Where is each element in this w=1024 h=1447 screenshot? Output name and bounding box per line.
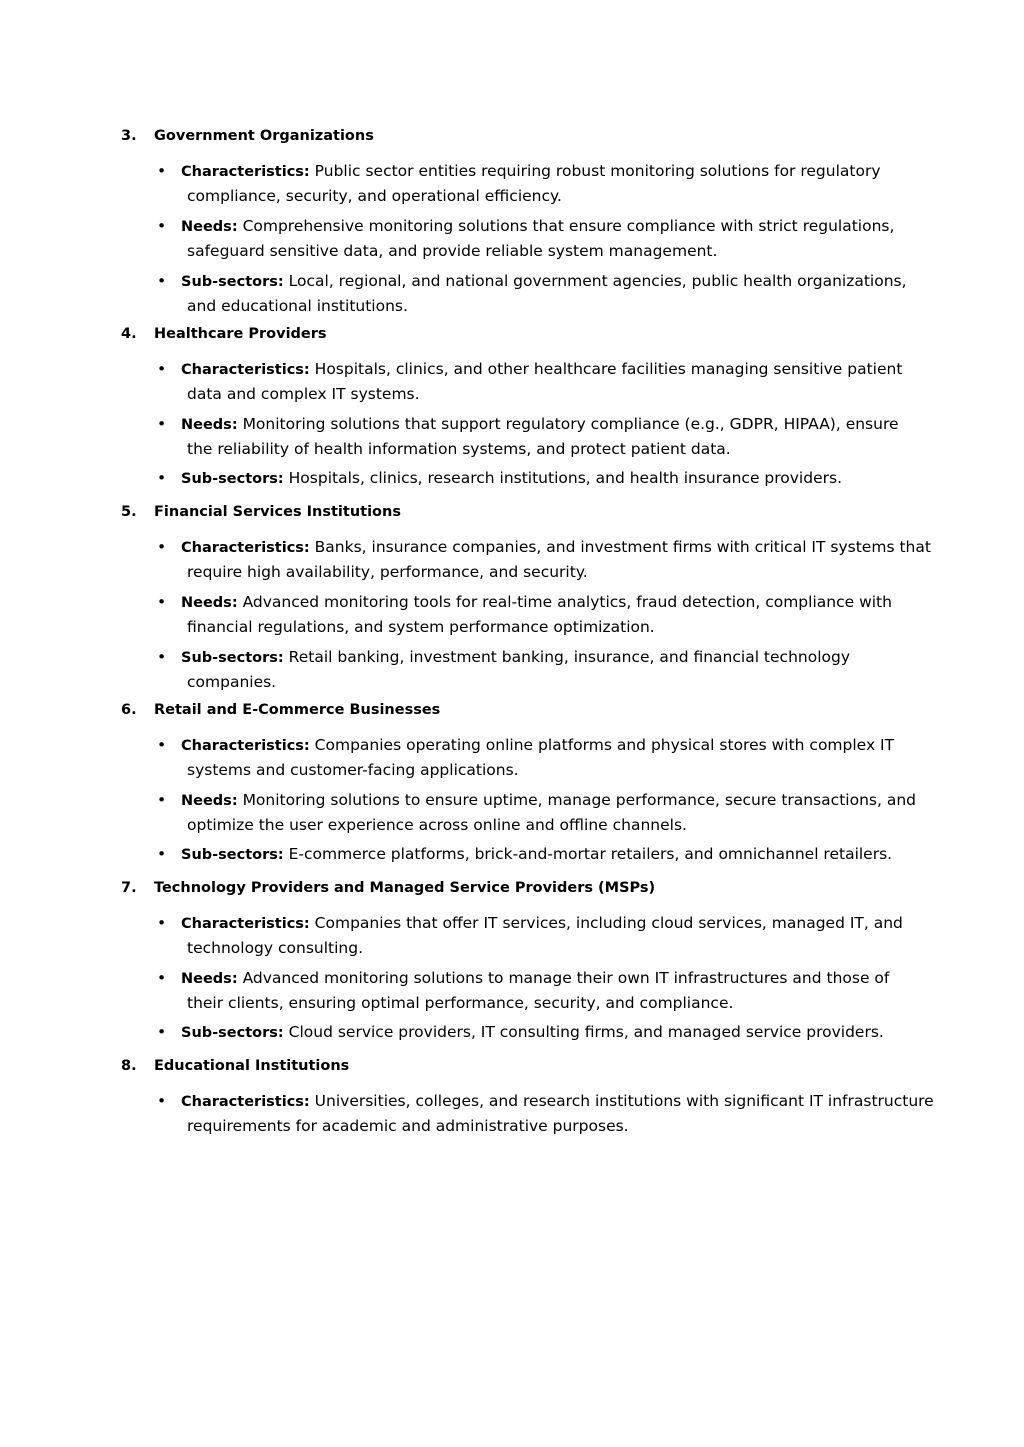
item-term: Needs: (181, 417, 238, 433)
item-term: Characteristics: (181, 738, 310, 754)
item-description: the reliability of health information systems, and protect patient data. (187, 440, 731, 458)
bullet-icon: • (157, 360, 167, 378)
item-description: companies. (187, 673, 277, 691)
list-item-text (181, 911, 902, 960)
text-line (181, 991, 902, 1015)
section-title: Healthcare Providers (154, 326, 327, 342)
item-description: and educational institutions. (187, 297, 408, 315)
text-line (181, 382, 902, 406)
text-line (181, 357, 902, 382)
list-item (157, 357, 902, 406)
section-heading (121, 324, 327, 344)
bullet-icon: • (157, 845, 167, 863)
section-heading (121, 126, 374, 146)
list-item-text (181, 535, 931, 584)
item-term: Sub-sectors: (181, 1025, 284, 1041)
item-term: Characteristics: (181, 1094, 310, 1110)
bullet-icon: • (157, 469, 167, 487)
item-description: requirements for academic and administrative purposes. (187, 1117, 629, 1135)
list-item (157, 966, 902, 1015)
item-description: Hospitals, clinics, and other healthcare facilities managing sensitive patient (314, 360, 903, 378)
item-description: data and complex IT systems. (187, 385, 420, 403)
section-heading (121, 878, 655, 898)
section-number: 5. (121, 504, 137, 520)
text-line (181, 294, 902, 318)
section-title: Financial Services Institutions (154, 504, 401, 520)
text-line (181, 466, 902, 491)
list-item-text (181, 733, 902, 782)
list-item (157, 842, 902, 867)
list-item-text (181, 788, 916, 837)
list-item-text (181, 466, 902, 491)
list-item (157, 1020, 902, 1045)
list-item-text (181, 1089, 934, 1138)
text-line (181, 269, 907, 294)
list-item-text (181, 412, 902, 461)
bullet-icon: • (157, 791, 167, 809)
bullet-icon: • (157, 162, 167, 180)
bullet-icon: • (157, 415, 167, 433)
list-item-text (181, 159, 902, 208)
text-line (181, 936, 902, 960)
bullet-icon: • (157, 969, 167, 987)
item-description: Companies that offer IT services, including cloud services, managed IT, and (314, 914, 903, 932)
list-item (157, 911, 902, 960)
section-title: Retail and E-Commerce Businesses (154, 702, 441, 718)
text-line (181, 159, 902, 184)
bullet-icon: • (157, 272, 167, 290)
text-line (181, 437, 902, 461)
text-line (181, 239, 902, 263)
item-description: Hospitals, clinics, research institutions, and health insurance providers. (288, 469, 842, 487)
text-line (181, 615, 902, 639)
text-line (181, 1114, 902, 1138)
item-description: Companies operating online platforms and physical stores with complex IT (314, 736, 895, 754)
list-item (157, 645, 902, 694)
bullet-icon: • (157, 1023, 167, 1041)
section-number: 7. (121, 880, 137, 896)
item-term: Sub-sectors: (181, 471, 284, 487)
bullet-icon: • (157, 593, 167, 611)
list-item (157, 590, 902, 639)
text-line (181, 214, 902, 239)
item-description: optimize the user experience across online and offline channels. (187, 816, 687, 834)
text-line (181, 535, 931, 560)
item-description: their clients, ensuring optimal performance, security, and compliance. (187, 994, 734, 1012)
list-item (157, 269, 907, 318)
item-description: technology consulting. (187, 939, 364, 957)
item-description: Comprehensive monitoring solutions that ensure compliance with strict regulations, (242, 217, 895, 235)
list-item-text (181, 842, 902, 867)
list-item-text (181, 357, 902, 406)
item-description: financial regulations, and system performance optimization. (187, 618, 655, 636)
text-line (181, 670, 902, 694)
item-term: Needs: (181, 595, 238, 611)
item-description: Banks, insurance companies, and investment firms with critical IT systems that (314, 538, 931, 556)
item-term: Needs: (181, 971, 238, 987)
text-line (181, 758, 902, 782)
bullet-icon: • (157, 914, 167, 932)
list-item (157, 1089, 934, 1138)
list-item-text (181, 645, 902, 694)
text-line (181, 842, 902, 867)
item-term: Needs: (181, 793, 238, 809)
item-term: Characteristics: (181, 362, 310, 378)
item-description: compliance, security, and operational efficiency. (187, 187, 562, 205)
section-heading (121, 1056, 349, 1076)
bullet-icon: • (157, 736, 167, 754)
text-line (181, 590, 902, 615)
text-line (181, 1020, 902, 1045)
item-term: Sub-sectors: (181, 650, 284, 666)
list-item (157, 535, 931, 584)
bullet-icon: • (157, 648, 167, 666)
text-line (181, 813, 902, 837)
item-term: Needs: (181, 219, 238, 235)
text-line (181, 966, 902, 991)
item-description: Local, regional, and national government agencies, public health organizations, (288, 272, 907, 290)
item-description: Monitoring solutions to ensure uptime, manage performance, secure transactions, and (242, 791, 916, 809)
list-item-text (181, 214, 902, 263)
section-title: Technology Providers and Managed Service Providers (MSPs) (154, 880, 656, 896)
list-item (157, 159, 902, 208)
item-term: Sub-sectors: (181, 847, 284, 863)
item-description: Cloud service providers, IT consulting firms, and managed service providers. (288, 1023, 884, 1041)
text-line (181, 733, 902, 758)
item-description: require high availability, performance, and security. (187, 563, 588, 581)
item-description: safeguard sensitive data, and provide reliable system management. (187, 242, 718, 260)
list-item (157, 733, 902, 782)
list-item (157, 412, 902, 461)
item-description: Advanced monitoring solutions to manage their own IT infrastructures and those of (242, 969, 890, 987)
item-description: Monitoring solutions that support regulatory compliance (e.g., GDPR, HIPAA), ensure (242, 415, 899, 433)
item-description: Universities, colleges, and research institutions with significant IT infrastructure (314, 1092, 934, 1110)
text-line (181, 911, 902, 936)
section-title: Government Organizations (154, 128, 374, 144)
item-term: Characteristics: (181, 916, 310, 932)
text-line (181, 645, 902, 670)
section-number: 6. (121, 702, 137, 718)
item-description: Retail banking, investment banking, insurance, and financial technology (288, 648, 851, 666)
section-number: 4. (121, 326, 137, 342)
list-item-text (181, 269, 907, 318)
section-heading (121, 502, 401, 522)
section-title: Educational Institutions (154, 1058, 350, 1074)
bullet-icon: • (157, 217, 167, 235)
list-item-text (181, 590, 902, 639)
text-line (181, 184, 902, 208)
list-item (157, 788, 916, 837)
bullet-icon: • (157, 1092, 167, 1110)
section-number: 3. (121, 128, 137, 144)
text-line (181, 412, 902, 437)
list-item (157, 466, 902, 491)
item-description: E-commerce platforms, brick-and-mortar retailers, and omnichannel retailers. (288, 845, 893, 863)
bullet-icon: • (157, 538, 167, 556)
item-description: systems and customer-facing applications. (187, 761, 519, 779)
section-number: 8. (121, 1058, 137, 1074)
text-line (181, 788, 916, 813)
item-description: Advanced monitoring tools for real-time analytics, fraud detection, compliance with (242, 593, 892, 611)
item-term: Characteristics: (181, 164, 310, 180)
text-line (181, 1089, 934, 1114)
item-term: Sub-sectors: (181, 274, 284, 290)
list-item-text (181, 1020, 902, 1045)
text-line (181, 560, 902, 584)
item-term: Characteristics: (181, 540, 310, 556)
list-item-text (181, 966, 902, 1015)
list-item (157, 214, 902, 263)
section-heading (121, 700, 440, 720)
item-description: Public sector entities requiring robust monitoring solutions for regulatory (314, 162, 881, 180)
